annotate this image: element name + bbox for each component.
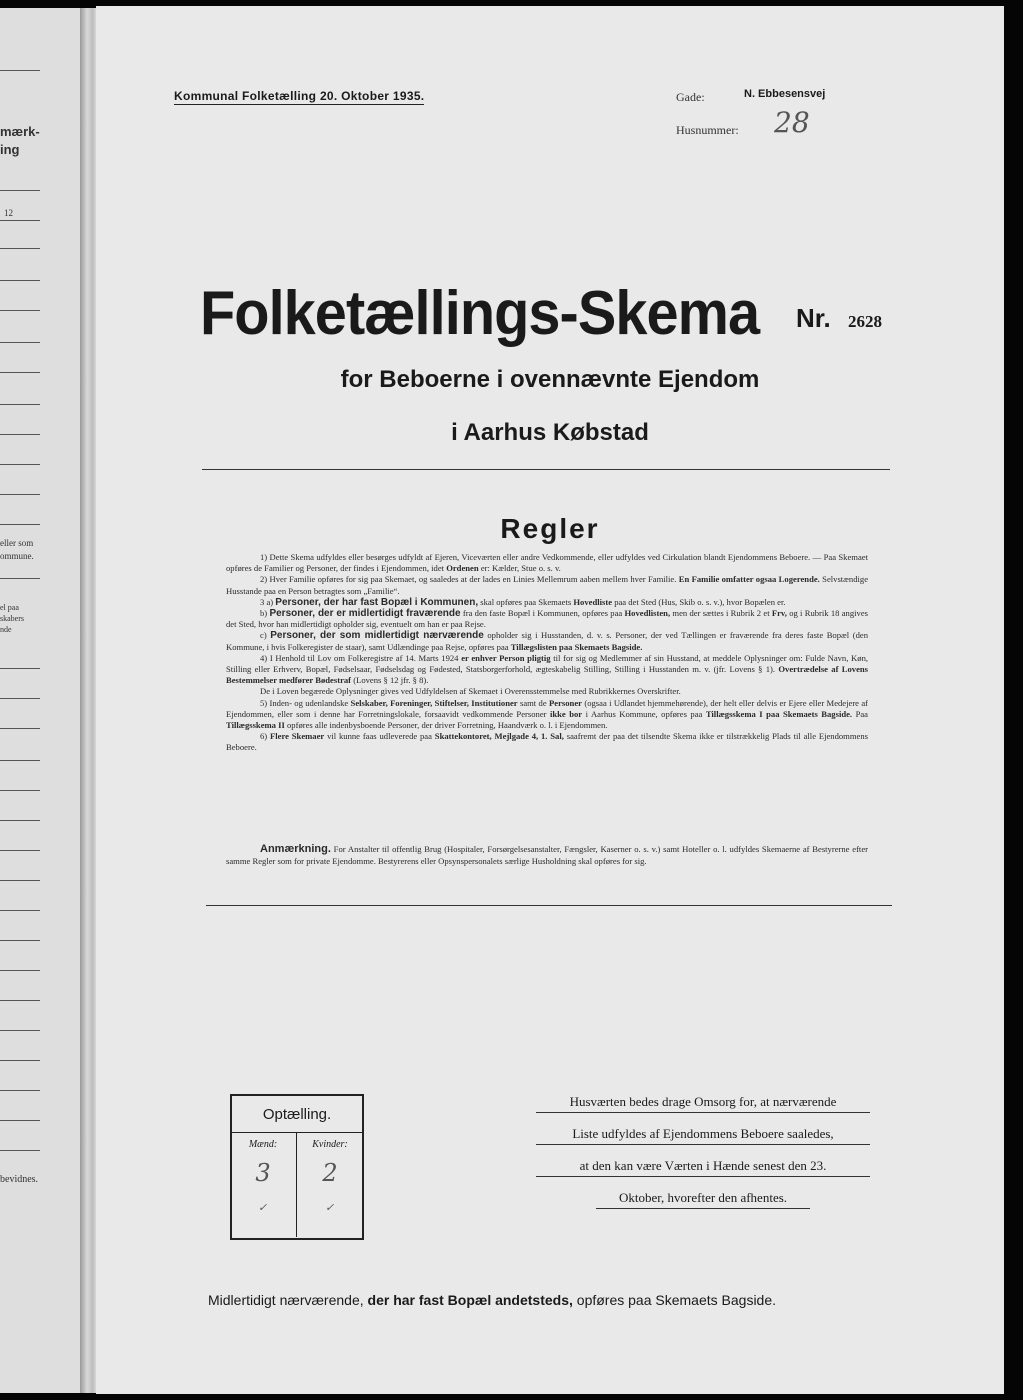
form-number-label: Nr. bbox=[796, 303, 831, 333]
landlord-instructions bbox=[536, 1094, 870, 1222]
form-number-value: 2628 bbox=[848, 312, 882, 331]
left-rule bbox=[0, 494, 40, 495]
left-rule bbox=[0, 524, 40, 525]
left-rule bbox=[0, 404, 40, 405]
footer-part: opføres paa Skemaets Bagside. bbox=[576, 1292, 777, 1308]
left-rule bbox=[0, 910, 40, 911]
left-rule bbox=[0, 372, 40, 373]
house-number-label: Husnummer: bbox=[676, 123, 739, 137]
left-rule bbox=[0, 850, 40, 851]
left-rule bbox=[0, 248, 40, 249]
instruction-line: Oktober, hvorefter den afhentes. bbox=[596, 1190, 810, 1209]
rule-5: 5) Inden- og udenlandske Selskaber, Foreninger, Stiftelser, Institutioner samt de Personer (ogsaa i Udlandet hjemmehørende), der helt eller delvis er Ejere eller Medejere af Ejendommen, eller som i denne har Forretningslokale, forsaavidt vedkommende Personer ikke bor i Aarhus Kommune, opføres paa Tillægsskema I paa Skemaets Bagside. Paa Tillægsskema II opføres alle indenbysboende Personer, der driver Forretning, Haandværk o. l. i Ejendommen. bbox=[226, 697, 869, 731]
left-rule bbox=[0, 190, 40, 191]
left-rule bbox=[0, 1060, 40, 1061]
rule-2: 2) Hver Familie opføres for sig paa Skemaet, og saaledes at der lades en Linies Mellemrum aaben mellem hver Familie. En Familie omfatter ogsaa Logerende. Selvstændige Husstande paa en Person betragtes som „Familie“. bbox=[226, 574, 869, 596]
left-rule bbox=[0, 280, 40, 281]
left-rule bbox=[0, 1090, 40, 1091]
footer-note bbox=[208, 1292, 776, 1308]
rules-text bbox=[226, 552, 868, 754]
count-box bbox=[230, 1094, 364, 1240]
left-fragment: el paa bbox=[0, 603, 19, 612]
street-label: Gade: bbox=[676, 90, 705, 104]
rule-4-note: De i Loven begærede Oplysninger gives ved Udfyldelsen af Skemaet i Overensstemmelse med Rubrikkernes Overskrifter. bbox=[260, 686, 681, 697]
women-column bbox=[296, 1133, 363, 1237]
census-header: Kommunal Folketælling 20. Oktober 1935. bbox=[174, 89, 425, 103]
left-fragment: skabers bbox=[0, 614, 24, 623]
remark-label: Anmærkning. bbox=[260, 843, 331, 855]
left-rule bbox=[0, 1120, 40, 1121]
left-fragment: eller som bbox=[0, 538, 34, 548]
left-page bbox=[0, 8, 80, 1393]
count-title: Optælling. bbox=[262, 1106, 332, 1123]
rule-1: 1) Dette Skema udfyldes eller besørges udfyldt af Ejeren, Viceværten eller andre Vedkommende, eller udfyldes ved Cirkulation blandt Ejendommens Beboere. — Paa Skemaet opføres de Familier og Personer, der findes i Ejendommen, idet Ordenen er: Kælder, Stue o. s. v. bbox=[226, 552, 868, 574]
instruction-line: Liste udfyldes af Ejendommens Beboere saaledes, bbox=[536, 1126, 870, 1145]
women-count: 2 bbox=[322, 1159, 338, 1187]
left-fragment: mærk- bbox=[0, 124, 40, 139]
left-rule bbox=[0, 434, 40, 435]
left-fragment: 12 bbox=[4, 208, 13, 218]
footer-part: Midlertidigt nærværende, bbox=[208, 1292, 364, 1308]
rule-6: 6) Flere Skemaer vil kunne faas udleverede paa Skattekontoret, Mejlgade 4, 1. Sal, saafremt der paa det tilsendte Skema ikke er tilstrækkelig Plads til alle Ejendommens Beboere. bbox=[226, 731, 869, 753]
divider bbox=[206, 905, 892, 906]
census-form-page bbox=[96, 6, 1004, 1394]
rule-3c: c) Personer, der som midlertidigt nærværende opholder sig i Husstanden, d. v. s. Personer, der ved Tællingen er fraværende fra deres faste Bopæl (den Kommune, i hvis Folkeregister de staar), samt Udlændinge paa Rejse, opføres paa Tillægslisten paa Skemaets Bagside. bbox=[226, 630, 868, 652]
left-rule bbox=[0, 310, 40, 311]
left-rule bbox=[0, 790, 40, 791]
house-number-value: 28 bbox=[774, 106, 810, 139]
remark bbox=[226, 844, 868, 867]
footer-part-bold: der har fast Bopæl andetsteds, bbox=[367, 1292, 573, 1308]
left-rule bbox=[0, 698, 40, 699]
left-rule bbox=[0, 728, 40, 729]
men-label: Mænd: bbox=[248, 1139, 278, 1150]
instruction-line: Husværten bedes drage Omsorg for, at nærværende bbox=[536, 1094, 870, 1113]
left-rule bbox=[0, 880, 40, 881]
men-check-mark: ✓ bbox=[258, 1201, 268, 1214]
left-rule bbox=[0, 220, 40, 221]
form-title: Folketællings-Skema bbox=[200, 279, 760, 348]
left-fragment: ing bbox=[0, 142, 20, 157]
left-rule bbox=[0, 760, 40, 761]
women-label: Kvinder: bbox=[312, 1139, 348, 1150]
left-rule bbox=[0, 1000, 40, 1001]
count-table bbox=[230, 1132, 362, 1237]
left-fragment: nde bbox=[0, 625, 12, 634]
left-rule bbox=[0, 668, 40, 669]
form-municipality: i Aarhus Købstad bbox=[451, 419, 649, 446]
left-rule bbox=[0, 70, 40, 71]
left-rule bbox=[0, 342, 40, 343]
rule-3b: b) Personer, der er midlertidigt fraværende fra den faste Bopæl i Kommunen, opføres paa Hovedlisten, men der sættes i Rubrik 2 et Frv, og i Rubrik 18 angives det Sted, hvor han midlertidigt opholder sig, eventuelt om han er paa Rejse. bbox=[226, 608, 868, 630]
left-rule bbox=[0, 1030, 40, 1031]
left-rule bbox=[0, 578, 40, 579]
remark-text: For Anstalter til offentlig Brug (Hospitaler, Forsørgelsesanstalter, Fængsler, Kaserner o. s. v.) samt Hoteller o. l. udfyldes Skemaerne af Bestyrerne efter samme Regler som for private Ejendomme. Bestyrerens eller Opsynspersonalets særlige Husholdning skal opføres for sig. bbox=[226, 844, 868, 866]
left-fragment: ommune. bbox=[0, 551, 34, 561]
left-rule bbox=[0, 970, 40, 971]
rule-4: 4) I Henhold til Lov om Folkeregistre af 14. Marts 1924 er enhver Person pligtig til for sig og Medlemmer af sin Husstand, at meddele Oplysninger om: Fulde Navn, Køn, Stilling eller Erhverv, Bopæl, Fødselsaar, Fødselsdag og Fødested, Statsborgerforhold, ægteskabelig Stilling, Stilling i Husstanden m. v. (jfr. Lovens § 1). Overtrædelse af Lovens Bestemmelser medfører Bødestraf (Lovens § 12 jfr. § 8). bbox=[226, 652, 869, 686]
men-count: 3 bbox=[255, 1159, 271, 1187]
form-subtitle: for Beboerne i ovennævnte Ejendom bbox=[340, 366, 760, 393]
divider bbox=[202, 469, 890, 470]
men-column bbox=[230, 1133, 296, 1237]
women-check-mark: ✓ bbox=[325, 1201, 335, 1214]
rule-3a: 3 a) Personer, der har fast Bopæl i Kommunen, skal opføres paa Skemaets Hovedliste paa det Sted (Hus, Skib o. s. v.), hvor Bopælen er. bbox=[260, 596, 786, 608]
instruction-line: at den kan være Værten i Hænde senest den 23. bbox=[536, 1158, 870, 1177]
left-rule bbox=[0, 1150, 40, 1151]
rules-heading: Regler bbox=[500, 513, 600, 544]
street-value: N. Ebbesensvej bbox=[744, 88, 826, 100]
left-rule bbox=[0, 940, 40, 941]
left-fragment: bevidnes. bbox=[0, 1174, 39, 1185]
left-rule bbox=[0, 464, 40, 465]
left-rule bbox=[0, 820, 40, 821]
